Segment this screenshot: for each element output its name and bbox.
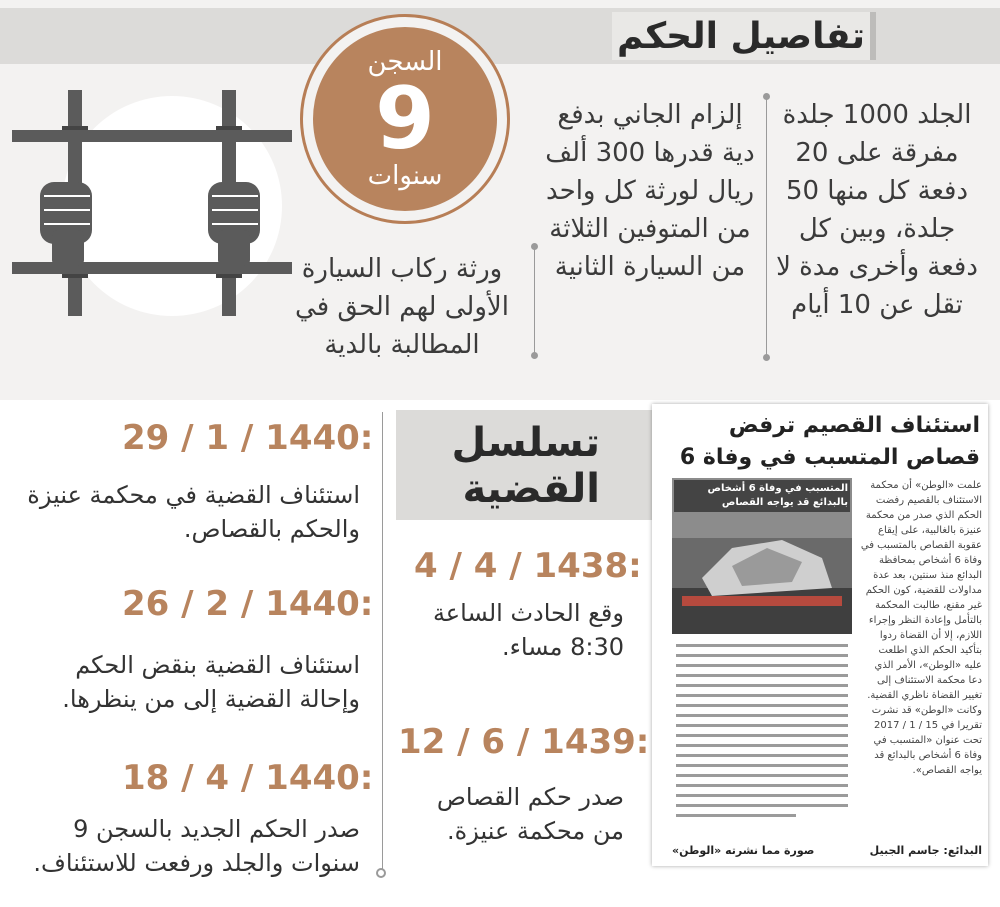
page-title: تفاصيل الحكم [616,15,866,57]
event-text: وقع الحادث الساعة 8:30 مساء. [432,599,624,661]
prison-term-badge [300,14,510,224]
divider-line [534,246,535,356]
sequence-title: تسلسل القضية [451,420,600,512]
event-date: 26 / 2 / 1440: [122,584,374,624]
event-date: 12 / 6 / 1439: [398,722,650,762]
clipping-credit: صورة مما نشرته «الوطن» [672,844,815,857]
heirs-text: ورثة ركاب السيارة الأولى لهم الحق في المطالبة بالدية [295,254,509,360]
clipping-headline: استئناف القصيم ترفض قصاص المتسبب في وفاة 6 [679,413,980,470]
clipping-footer [672,844,982,862]
clipping-byline: البدائع: جاسم الجبيل [869,844,982,857]
timeline-line [382,412,383,874]
diya-text: إلزام الجاني بدفع دية قدرها 300 ألف ريال لورثة كل واحد من المتوفين الثلاثة من السيارة الثانية [545,100,755,282]
prison-bars-hands-icon [12,90,292,326]
event-date: 29 / 1 / 1440: [122,418,374,458]
event-date: 18 / 4 / 1440: [122,758,374,798]
prison-number: 9 [375,69,435,169]
prison-term-inner [313,27,497,211]
timeline-end-dot [376,868,386,878]
event-date: 4 / 4 / 1438: [414,546,642,586]
divider-line [766,96,767,358]
event-text: صدر حكم القصاص من محكمة عنيزة. [436,783,624,845]
clipping-photo-caption: المتسبب في وفاة 6 أشخاص بالبدائع قد يواجه القصاص [674,480,850,512]
clipping-body: علمت «الوطن» أن محكمة الاستئناف بالقصيم رفضت الحكم الذي صدر من محكمة عنيزة بالغالبية، على إيقاع عقوبة القصاص بالمتسبب في وفاة 6 أشخاص بمحافظة البدائع منذ سنتين، بعد عدة مداولات للقضية، كون الحكم غير مقنع، طالبت المحكمة بالتأمل وإعادة النظر وإجراء اللازم، إلا أن القضاة ردوا بتأكيد الحكم الذي اطلعت عليه «الوطن»، الأمر الذي دعا محكمة الاستئناف إلى تغيير القضاة ناظري القضية. وكانت «الوطن» قد نشرت تقريرا في 15 / 1 / 2017 تحت عنوان «المتسبب في وفاة 6 أشخاص بالبدائع قد يواجه القصاص». [860,480,982,776]
prison-label: السجن [367,47,443,77]
flogging-text: الجلد 1000 جلدة مفرقة على 20 دفعة كل منها 50 جلدة، وبين كل دفعة وأخرى مدة لا تقل عن 10 أيام [776,100,978,320]
event-text: استئناف القضية في محكمة عنيزة والحكم بالقصاص. [27,481,360,543]
event-text: استئناف القضية بنقض الحكم وإحالة القضية إلى من ينظرها. [62,651,360,713]
prison-unit: سنوات [367,161,443,191]
event-text: صدر الحكم الجديد بالسجن 9 سنوات والجلد ورفعت للاستئناف. [33,815,360,877]
header-title-box [612,12,876,60]
clipping-text-lines [672,638,852,838]
